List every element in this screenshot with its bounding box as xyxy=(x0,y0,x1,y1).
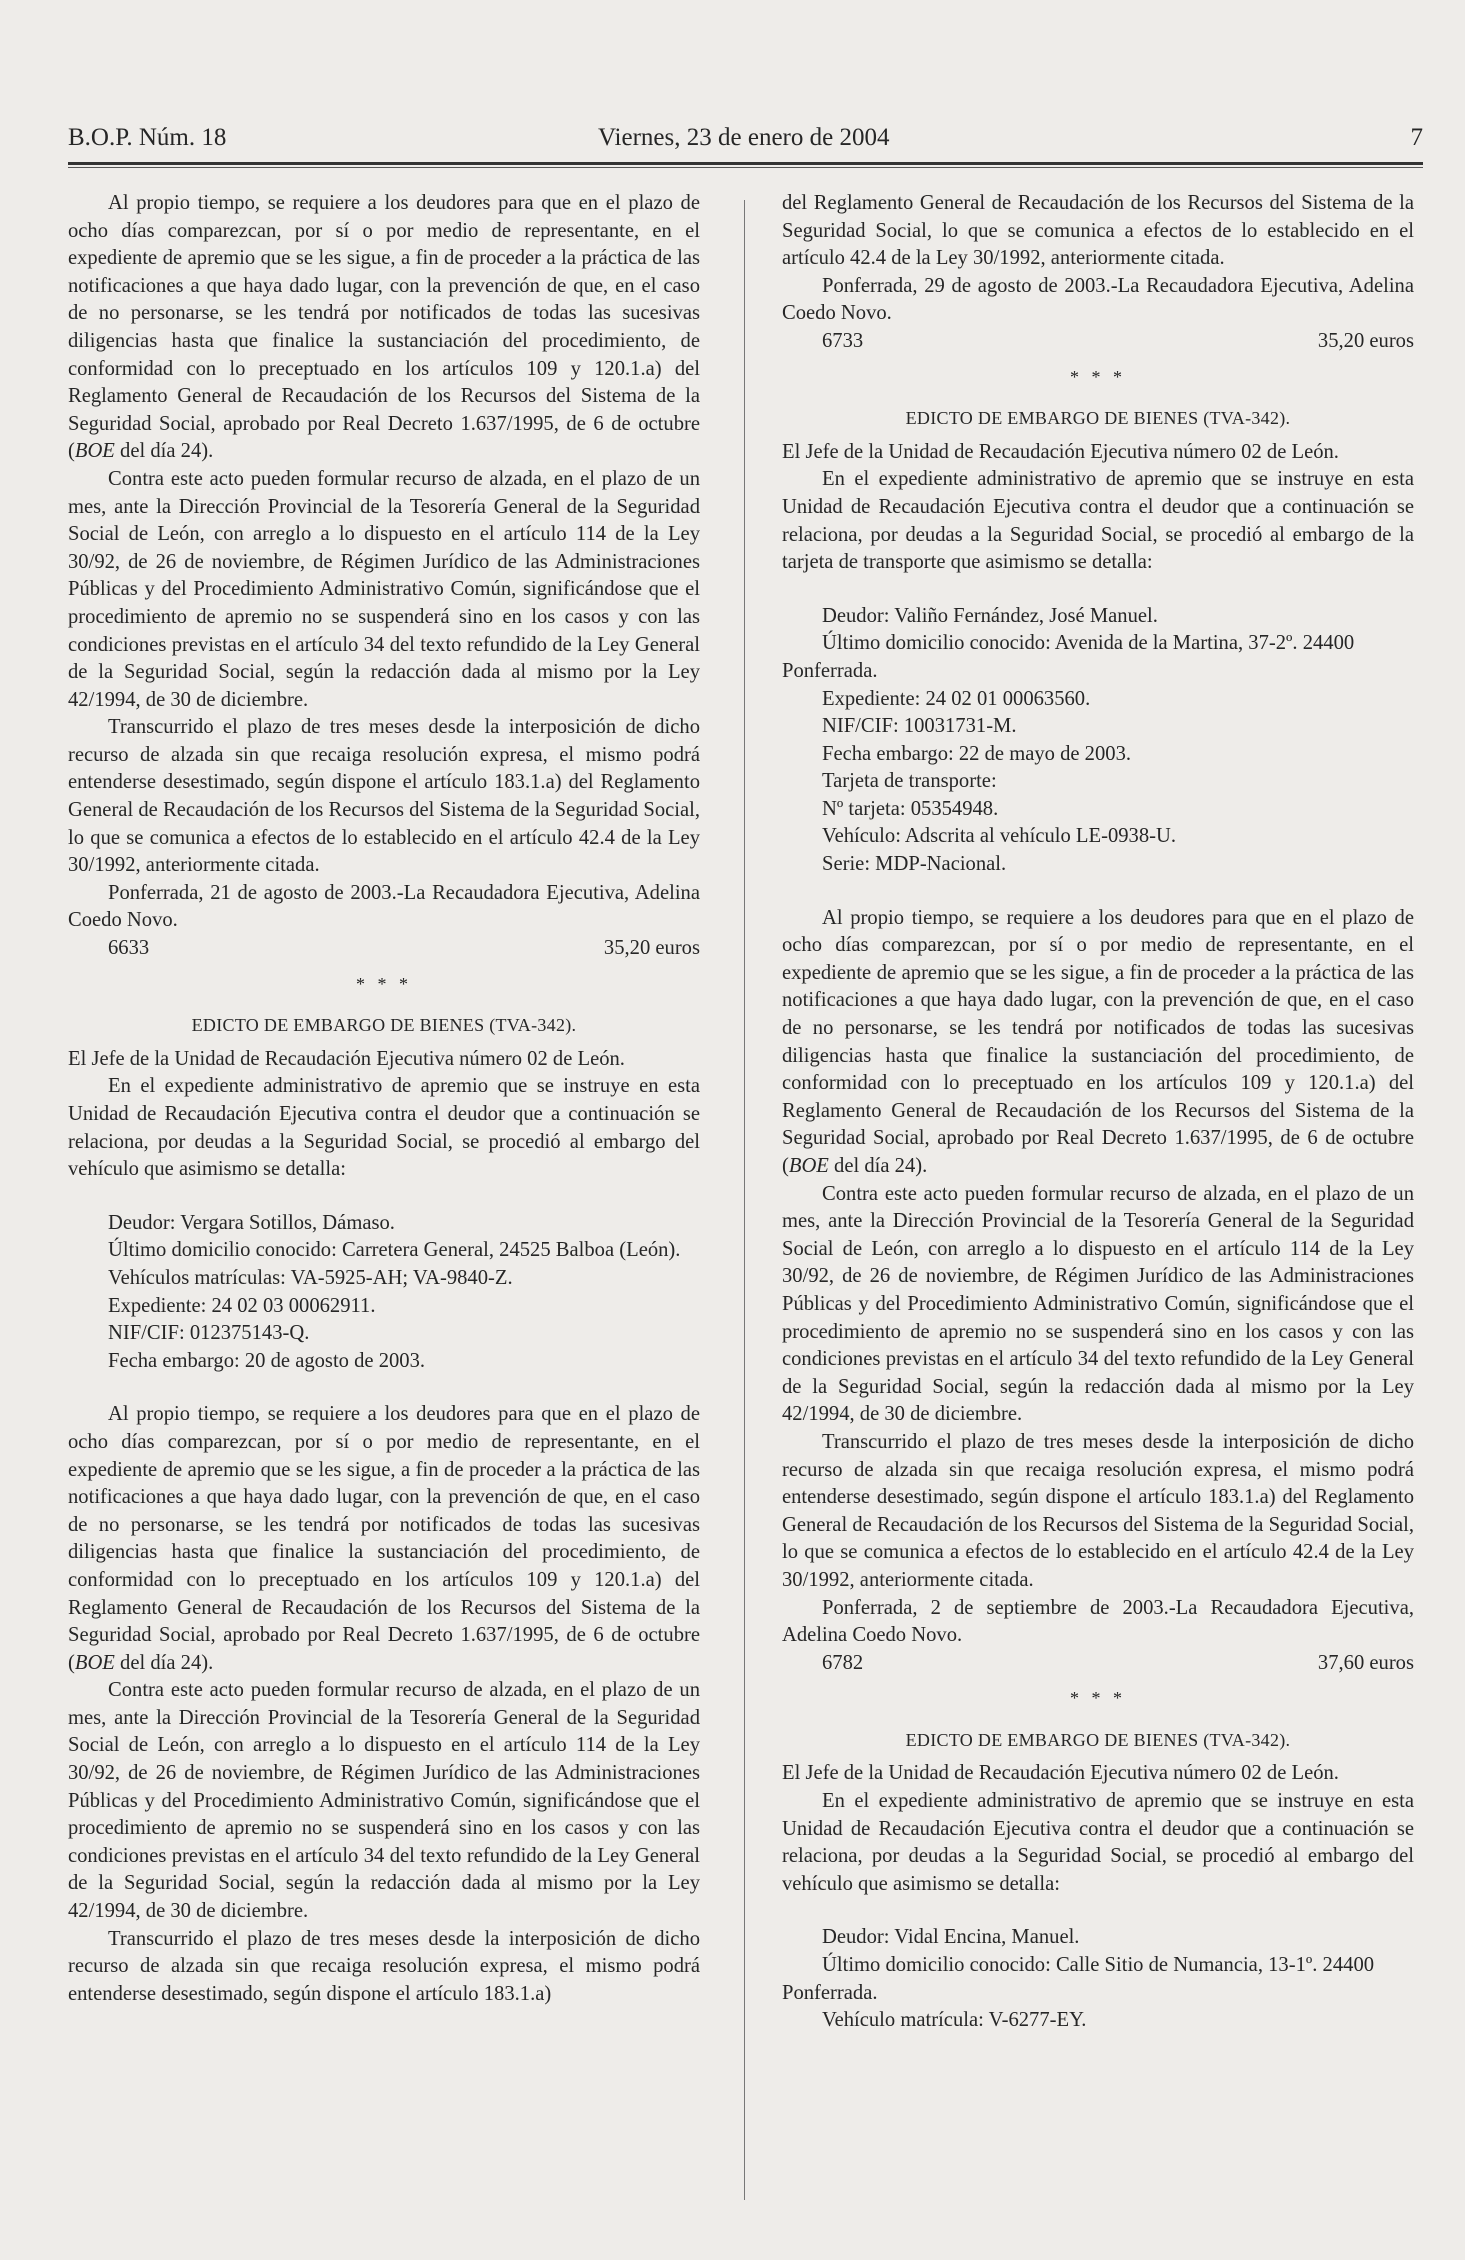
paragraph: Contra este acto pueden formular recurso de alzada, en el plazo de un mes, ante la Dirección Provincial de la Tesorería General de la Seguridad Social de León, con arreglo a lo dispuesto en el artículo 114 de la Ley 30/92, de 26 de noviembre, de Régimen Jurídico de las Administraciones Públicas y del Procedimiento Administrativo Común, significándose que el procedimiento de apremio no se suspenderá sino en los casos y con las condiciones previstas en el artículo 34 del texto refundido de la Ley General de la Seguridad Social, según la redacción dada al mismo por la Ley 42/1994, de 30 de diciembre. xyxy=(68,467,700,711)
transport-card-label: Tarjeta de transporte: xyxy=(822,770,997,793)
page-number: 7 xyxy=(1410,124,1423,151)
paragraph: Al propio tiempo, se requiere a los deudores para que en el plazo de ocho días comparezcan, por sí o por medio de representante, en el expediente de apremio que se les sigue, a fin de proceder a la práctica de las notificaciones a que haya dado lugar, con la prevención de que, en el caso de no personarse, se les tendrá por notificados de todas las sucesivas diligencias hasta que finalice la sustanciación del procedimiento, de conformidad con lo preceptuado en los artículos 109 y 120.1.a) del Reglamento General de Recaudación de los Recursos del Sistema de la Seguridad Social, aprobado por Real Decreto 1.637/1995, de 6 de octubre (BOE del día 24). xyxy=(782,906,1414,1177)
column-divider xyxy=(744,200,745,2200)
debtor-name: Deudor: Vergara Sotillos, Dámaso. xyxy=(108,1211,395,1234)
signature: Ponferrada, 29 de agosto de 2003.-La Recaudadora Ejecutiva, Adelina Coedo Novo. xyxy=(782,274,1414,325)
card-series: Serie: MDP-Nacional. xyxy=(822,853,1007,876)
header-rule xyxy=(68,162,1423,168)
debtor-address: Último domicilio conocido: Carretera General, 24525 Balboa (León). xyxy=(108,1239,681,1262)
seizure-date: Fecha embargo: 22 de mayo de 2003. xyxy=(822,742,1132,765)
section-separator: * * * xyxy=(1070,1688,1126,1709)
paragraph: Transcurrido el plazo de tres meses desde la interposición de dicho recurso de alzada sin que recaiga resolución expresa, el mismo podrá entenderse desestimado, según dispone el artículo 183.1.a) del Reglamento General de Recaudación de los Recursos del Sistema de la Seguridad Social, lo que se comunica a efectos de lo establecido en el artículo 42.4 de la Ley 30/1992, anteriormente citada. xyxy=(782,1430,1414,1591)
edict-title: EDICTO DE EMBARGO DE BIENES (TVA-342). xyxy=(905,1729,1291,1750)
paragraph: En el expediente administrativo de apremio que se instruye en esta Unidad de Recaudación Ejecutiva contra el deudor que a continuación se relaciona, por deudas a la Seguridad Social, se procedió al embargo del vehículo que asimismo se detalla: xyxy=(68,1075,700,1181)
file-number: Expediente: 24 02 03 00062911. xyxy=(108,1294,376,1317)
tax-id: NIF/CIF: 012375143-Q. xyxy=(108,1322,310,1345)
file-number: Expediente: 24 02 01 00063560. xyxy=(822,687,1091,710)
debtor-address: Último domicilio conocido: Calle Sitio de Numancia, 13-1º. 24400 Ponferrada. xyxy=(782,1954,1375,2004)
fee-amount: 37,60 euros xyxy=(1317,1651,1414,1674)
paragraph: Al propio tiempo, se requiere a los deudores para que en el plazo de ocho días comparezcan, por sí o por medio de representante, en el expediente de apremio que se les sigue, a fin de proceder a la práctica de las notificaciones a que haya dado lugar, con la prevención de que, en el caso de no personarse, se les tendrá por notificados de todas las sucesivas diligencias hasta que finalice la sustanciación del procedimiento, de conformidad con lo preceptuado en los artículos 109 y 120.1.a) del Reglamento General de Recaudación de los Recursos del Sistema de la Seguridad Social, aprobado por Real Decreto 1.637/1995, de 6 de octubre (BOE del día 24). xyxy=(68,1403,700,1674)
bulletin-number: B.O.P. Núm. 18 xyxy=(68,124,227,151)
fee-line xyxy=(782,1650,1414,1678)
fee-line xyxy=(68,935,700,963)
issuer: El Jefe de la Unidad de Recaudación Ejecutiva número 02 de León. xyxy=(782,1762,1339,1785)
issuer: El Jefe de la Unidad de Recaudación Ejecutiva número 02 de León. xyxy=(68,1047,625,1070)
debtor-address: Último domicilio conocido: Avenida de la Martina, 37-2º. 24400 Ponferrada. xyxy=(782,632,1355,682)
section-separator: * * * xyxy=(1070,366,1126,387)
edict-title: EDICTO DE EMBARGO DE BIENES (TVA-342). xyxy=(905,408,1291,429)
paragraph: Al propio tiempo, se requiere a los deudores para que en el plazo de ocho días comparezcan, por sí o por medio de representante, en el expediente de apremio que se les sigue, a fin de proceder a la práctica de las notificaciones a que haya dado lugar, con la prevención de que, en el caso de no personarse, se les tendrá por notificados de todas las sucesivas diligencias hasta que finalice la sustanciación del procedimiento, de conformidad con lo preceptuado en los artículos 109 y 120.1.a) del Reglamento General de Recaudación de los Recursos del Sistema de la Seguridad Social, aprobado por Real Decreto 1.637/1995, de 6 de octubre (BOE del día 24). xyxy=(68,192,700,463)
edict-number: 6733 xyxy=(822,329,864,352)
paragraph: Contra este acto pueden formular recurso de alzada, en el plazo de un mes, ante la Dirección Provincial de la Tesorería General de la Seguridad Social de León, con arreglo a lo dispuesto en el artículo 114 de la Ley 30/92, de 26 de noviembre, de Régimen Jurídico de las Administraciones Públicas y del Procedimiento Administrativo Común, significándose que el procedimiento de apremio no se suspenderá sino en los casos y con las condiciones previstas en el artículo 34 del texto refundido de la Ley General de la Seguridad Social, según la redacción dada al mismo por la Ley 42/1994, de 30 de diciembre. xyxy=(68,1679,700,1923)
left-column xyxy=(68,190,700,2008)
edict-title: EDICTO DE EMBARGO DE BIENES (TVA-342). xyxy=(191,1015,577,1036)
vehicle-plates: Vehículos matrículas: VA-5925-AH; VA-9840-Z. xyxy=(108,1266,513,1289)
paragraph: En el expediente administrativo de apremio que se instruye en esta Unidad de Recaudación Ejecutiva contra el deudor que a continuación se relaciona, por deudas a la Seguridad Social, se procedió al embargo de la tarjeta de transporte que asimismo se detalla: xyxy=(782,468,1414,574)
paragraph: En el expediente administrativo de apremio que se instruye en esta Unidad de Recaudación Ejecutiva contra el deudor que a continuación se relaciona, por deudas a la Seguridad Social, se procedió al embargo del vehículo que asimismo se detalla: xyxy=(782,1790,1414,1895)
paragraph: Transcurrido el plazo de tres meses desde la interposición de dicho recurso de alzada sin que recaiga resolución expresa, el mismo podrá entenderse desestimado, según dispone el artículo 183.1.a) del Reglamento General de Recaudación de los Recursos del Sistema de la Seguridad Social, lo que se comunica a efectos de lo establecido en el artículo 42.4 de la Ley 30/1992, anteriormente citada. xyxy=(68,716,700,877)
paragraph: del Reglamento General de Recaudación de los Recursos del Sistema de la Seguridad Social, lo que se comunica a efectos de lo establecido en el artículo 42.4 de la Ley 30/1992, anteriormente citada. xyxy=(782,192,1414,270)
edict-number: 6782 xyxy=(822,1651,864,1674)
publication-date: Viernes, 23 de enero de 2004 xyxy=(598,124,890,151)
fee-amount: 35,20 euros xyxy=(603,937,700,960)
debtor-name: Deudor: Valiño Fernández, José Manuel. xyxy=(822,604,1158,627)
signature: Ponferrada, 2 de septiembre de 2003.-La Recaudadora Ejecutiva, Adelina Coedo Novo. xyxy=(782,1596,1414,1647)
right-column xyxy=(782,190,1414,2035)
card-number: Nº tarjeta: 05354948. xyxy=(822,797,999,820)
fee-line xyxy=(782,328,1414,356)
edict-number: 6633 xyxy=(108,937,150,960)
signature: Ponferrada, 21 de agosto de 2003.-La Recaudadora Ejecutiva, Adelina Coedo Novo. xyxy=(68,881,700,932)
fee-amount: 35,20 euros xyxy=(1317,329,1414,352)
seizure-date: Fecha embargo: 20 de agosto de 2003. xyxy=(108,1349,426,1372)
section-separator: * * * xyxy=(356,973,412,994)
paragraph: Contra este acto pueden formular recurso de alzada, en el plazo de un mes, ante la Dirección Provincial de la Tesorería General de la Seguridad Social de León, con arreglo a lo dispuesto en el artículo 114 de la Ley 30/92, de 26 de noviembre, de Régimen Jurídico de las Administraciones Públicas y del Procedimiento Administrativo Común, significándose que el procedimiento de apremio no se suspenderá sino en los casos y con las condiciones previstas en el artículo 34 del texto refundido de la Ley General de la Seguridad Social, según la redacción dada al mismo por la Ley 42/1994, de 30 de diciembre. xyxy=(782,1182,1414,1426)
issuer: El Jefe de la Unidad de Recaudación Ejecutiva número 02 de León. xyxy=(782,440,1339,463)
paragraph: Transcurrido el plazo de tres meses desde la interposición de dicho recurso de alzada sin que recaiga resolución expresa, el mismo podrá entenderse desestimado, según dispone el artículo 183.1.a) xyxy=(68,1927,700,2005)
vehicle-plate: Vehículo matrícula: V-6277-EY. xyxy=(822,2009,1087,2032)
debtor-name: Deudor: Vidal Encina, Manuel. xyxy=(822,1926,1080,1949)
vehicle-assignment: Vehículo: Adscrita al vehículo LE-0938-U. xyxy=(822,825,1177,848)
tax-id: NIF/CIF: 10031731-M. xyxy=(822,715,1017,738)
